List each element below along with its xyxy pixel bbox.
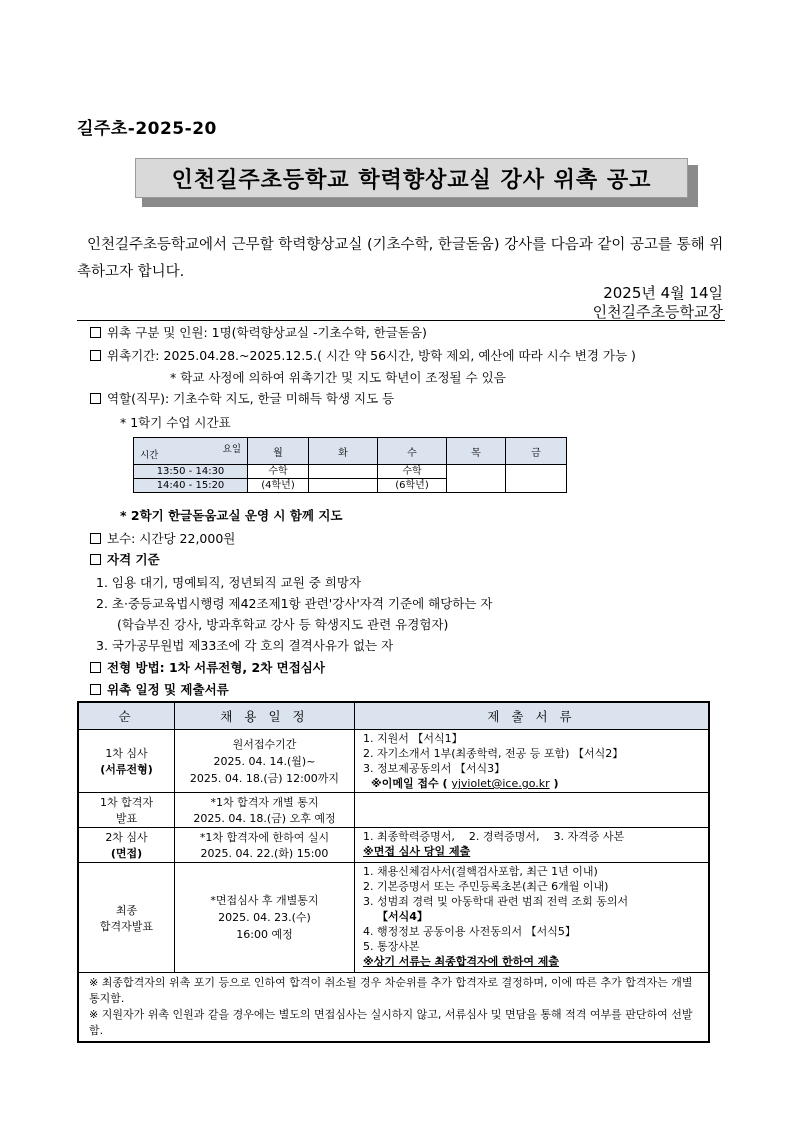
table-row bbox=[78, 973, 709, 1043]
schedule-cell: *1차 합격자에 한하여 실시 2025. 04. 22.(화) 15:00 bbox=[175, 828, 355, 863]
email-link[interactable]: yjviolet@ice.go.kr bbox=[451, 777, 550, 790]
timetable-cell: (4학년) bbox=[248, 479, 309, 493]
documents-cell bbox=[355, 793, 710, 828]
checkbox-bullet-icon bbox=[90, 327, 101, 338]
notes-cell: ※ 최종합격자의 위촉 포기 등으로 인하여 합격이 취소될 경우 차순위를 추가 합격자로 결정하며, 이에 따른 추가 합격자는 개별 통지함. ※ 지원자가 위촉 인원과 같을 경우에는 별도의 면접심사는 실시하지 않고, 서류심사 및 면담을 통해 적격 여부를 판단하여 선발함. bbox=[78, 973, 709, 1043]
stage-cell: 2차 심사 (면접) bbox=[78, 828, 175, 863]
timetable-cell bbox=[506, 465, 567, 493]
section-recruit: 위촉 구분 및 인원: 1명(학력향상교실 -기초수학, 한글돋움) bbox=[90, 323, 427, 341]
documents-cell: 1. 채용신체검사서(결핵검사포함, 최근 1년 이내) 2. 기본증명서 또는 주민등록초본(최근 6개월 이내) 3. 성범죄 경력 및 아동학대 관련 범죄 전력 조회 동의서 【서식4】 4. 행정정보 공동이용 사전동의서 【서식5】 5. 통장사본 ※상기 서류는 최종합격자에 한하여 제출 bbox=[355, 863, 710, 973]
section-period: 위촉기간: 2025.04.28.~2025.12.5.( 시간 약 56시간, 방학 제외, 예산에 따라 시수 변경 가능 ) bbox=[90, 346, 636, 364]
checkbox-bullet-icon bbox=[90, 393, 101, 404]
schedule-cell: *1차 합격자 개별 통지 2025. 04. 18.(금) 오후 예정 bbox=[175, 793, 355, 828]
qualification-item: 3. 국가공무원법 제33조에 각 호의 결격사유가 없는 자 bbox=[96, 638, 394, 653]
announcement-date: 2025년 4월 14일 bbox=[603, 284, 723, 302]
divider bbox=[77, 320, 725, 321]
email-line: ※이메일 접수 ( yjviolet@ice.go.kr ) bbox=[371, 777, 559, 790]
table-header: 제 출 서 류 bbox=[355, 702, 710, 730]
timetable-cell: 수학 bbox=[248, 465, 309, 479]
table-row bbox=[78, 828, 709, 863]
checkbox-bullet-icon bbox=[90, 350, 101, 361]
period-note: * 학교 사정에 의하여 위촉기간 및 지도 학년이 조정될 수 있음 bbox=[170, 370, 506, 385]
stage-cell: 1차 심사 (서류전형) bbox=[78, 730, 175, 793]
second-term-note: * 2학기 한글돋움교실 운영 시 함께 지도 bbox=[120, 508, 343, 523]
timetable-label: * 1학기 수업 시간표 bbox=[120, 415, 231, 430]
day-header: 금 bbox=[506, 438, 567, 465]
checkbox-bullet-icon bbox=[90, 533, 101, 544]
timetable-cell bbox=[309, 479, 378, 493]
timetable-cell bbox=[447, 465, 506, 493]
intro-paragraph: 인천길주초등학교에서 근무할 학력향상교실 (기초수학, 한글돋움) 강사를 다음과 같이 공고를 통해 위촉하고자 합니다. bbox=[77, 237, 724, 280]
document-number: 길주초-2025-20 bbox=[77, 119, 217, 139]
section-selection: 전형 방법: 1차 서류전형, 2차 면접심사 bbox=[90, 658, 325, 676]
timetable bbox=[133, 437, 567, 493]
stage-cell: 최종 합격자발표 bbox=[78, 863, 175, 973]
qualification-item: 1. 임용 대기, 명예퇴직, 정년퇴직 교원 중 희망자 bbox=[96, 575, 362, 590]
timetable-cell: (6학년) bbox=[378, 479, 447, 493]
stage-cell: 1차 합격자 발표 bbox=[78, 793, 175, 828]
table-row bbox=[78, 793, 709, 828]
page-title: 인천길주초등학교 학력향상교실 강사 위촉 공고 bbox=[135, 158, 688, 198]
section-pay: 보수: 시간당 22,000원 bbox=[90, 529, 235, 547]
section-role: 역할(직무): 기초수학 지도, 한글 미해득 학생 지도 등 bbox=[90, 389, 394, 407]
table-row bbox=[78, 863, 709, 973]
checkbox-bullet-icon bbox=[90, 554, 101, 565]
schedule-cell: 원서접수기간 2025. 04. 14.(월)~ 2025. 04. 18.(금) 12:00까지 bbox=[175, 730, 355, 793]
qualification-item: 2. 초·중등교육법시행령 제42조제1항 관련'강사'자격 기준에 해당하는 자 bbox=[96, 596, 493, 611]
checkbox-bullet-icon bbox=[90, 684, 101, 695]
schedule-cell: *면접심사 후 개별통지 2025. 04. 23.(수) 16:00 예정 bbox=[175, 863, 355, 973]
table-header: 채 용 일 정 bbox=[175, 702, 355, 730]
signer: 인천길주초등학교장 bbox=[592, 303, 723, 321]
day-header: 월 bbox=[248, 438, 309, 465]
qualification-item: (학습부진 강사, 방과후학교 강사 등 학생지도 관련 유경험자) bbox=[117, 617, 449, 632]
time-slot: 13:50 - 14:30 bbox=[134, 465, 248, 479]
section-qualification: 자격 기준 bbox=[90, 550, 160, 568]
documents-cell: 1. 지원서 【서식1】 2. 자기소개서 1부(최종학력, 전공 등 포함) 【서식2】 3. 정보제공동의서 【서식3】 ※이메일 접수 ( yjviolet@ice.go.kr ) bbox=[355, 730, 710, 793]
table-row bbox=[78, 730, 709, 793]
time-slot: 14:40 - 15:20 bbox=[134, 479, 248, 493]
timetable-cell: 수학 bbox=[378, 465, 447, 479]
day-header: 수 bbox=[378, 438, 447, 465]
day-header: 화 bbox=[309, 438, 378, 465]
schedule-table bbox=[77, 701, 710, 1043]
documents-cell: 1. 최종학력증명서, 2. 경력증명서, 3. 자격증 사본 ※면접 심사 당일 제출 bbox=[355, 828, 710, 863]
timetable-corner: 요일 시간 bbox=[134, 438, 248, 465]
section-schedule: 위촉 일정 및 제출서류 bbox=[90, 680, 229, 698]
checkbox-bullet-icon bbox=[90, 662, 101, 673]
timetable-cell bbox=[309, 465, 378, 479]
day-header: 목 bbox=[447, 438, 506, 465]
table-header: 순 bbox=[78, 702, 175, 730]
